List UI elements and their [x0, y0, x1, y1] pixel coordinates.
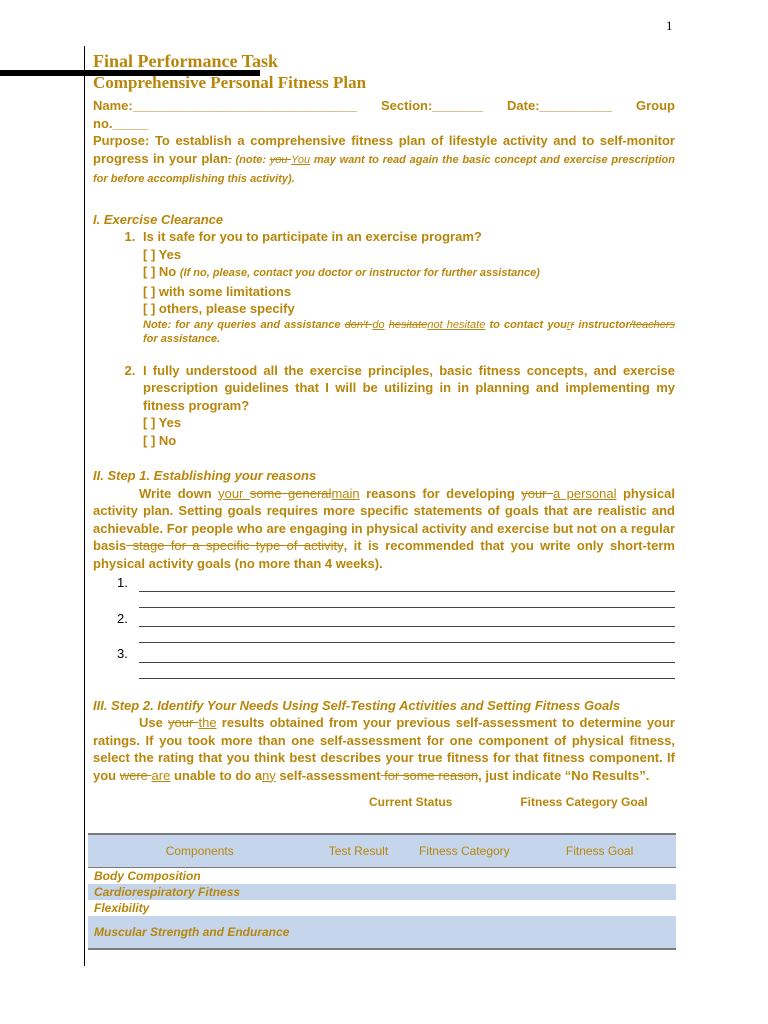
option-no[interactable]: [ ] No (If no, please, contact you doctor or instructor for further assistance)	[143, 264, 540, 279]
date-field[interactable]: Date:__________	[507, 98, 612, 113]
current-status-label: Current Status	[369, 795, 453, 809]
purpose-paragraph	[93, 132, 675, 189]
section2-heading: II. Step 1. Establishing your reasons	[93, 468, 317, 483]
reason-line-1[interactable]: 1.	[93, 574, 675, 592]
purpose-text: Purpose: To establish a comprehensive fitness plan of lifestyle activity and to self-monitor progress in your plan	[93, 133, 675, 166]
table-row	[88, 916, 676, 949]
purpose-note: (note: you You may want to read again the basic concept and exercise prescription for before accomplishing this activity).	[93, 153, 675, 185]
cell-fitness-category[interactable]	[406, 916, 524, 949]
component-muscular: Muscular Strength and Endurance	[88, 916, 311, 949]
section3-paragraph: Use your the results obtained from your previous self-assessment to determine your ratings. If you took more than one self-assessment for one component of physical fitness, select the rating that you think best describes your true fitness for that fitness component. If you were are unable to do any self-assessment for some reason, just indicate “No Results”.	[93, 715, 675, 783]
header-components: Components	[88, 834, 311, 868]
section3-heading: III. Step 2. Identify Your Needs Using Self-Testing Activities and Setting Fitness Goals	[93, 697, 621, 713]
table-row	[88, 884, 676, 900]
cell-fitness-category[interactable]	[406, 884, 524, 900]
cell-fitness-category[interactable]	[406, 900, 524, 916]
group-label: Group	[635, 98, 675, 113]
component-flexibility: Flexibility	[94, 901, 150, 915]
cell-fitness-goal[interactable]	[523, 916, 676, 949]
components-table	[88, 833, 676, 950]
category-goal-label: Fitness Category Goal	[520, 795, 648, 809]
cell-fitness-goal[interactable]	[523, 868, 676, 885]
info-fields-row	[93, 97, 675, 115]
document-title: Final Performance Task	[93, 51, 278, 71]
reason-line-3b[interactable]	[139, 663, 675, 679]
option-yes[interactable]: [ ] Yes	[143, 246, 182, 262]
section1-list	[93, 228, 675, 449]
page-number: 1	[666, 18, 673, 33]
cell-fitness-goal[interactable]	[523, 884, 676, 900]
question-1: 1. Is it safe for you to participate in an exercise program? [ ] Yes [ ] No (If no, please, contact you doctor or instructor for further assistance) [ ] with some limitations [ ] others, please specify Note: for any queries and assistance don't do hesitatenot hesitate to contact yourr instructor/teachers for assistance.	[139, 228, 675, 346]
reason-line-2[interactable]: 2.	[93, 610, 675, 628]
name-field[interactable]: Name:_______________________________	[93, 98, 357, 113]
table-group-headers	[93, 794, 675, 812]
reason-lines	[93, 574, 675, 679]
option-others[interactable]: [ ] others, please specify	[143, 301, 295, 316]
table-row	[88, 900, 676, 916]
group-field[interactable]: no._____	[93, 115, 149, 131]
header-fitness-goal: Fitness Goal	[523, 834, 676, 868]
header-test-result: Test Result	[311, 834, 405, 868]
cell-test-result[interactable]	[311, 868, 405, 885]
option-limitations[interactable]: [ ] with some limitations	[143, 283, 292, 299]
question-2: 2. I fully understood all the exercise principles, basic fitness concepts, and exercise prescription guidelines that I will be utilizing in in planning and implementing my fitness program? [ ] Yes [ ] No	[139, 362, 675, 450]
document-subtitle: Comprehensive Personal Fitness Plan	[93, 73, 367, 92]
section-field[interactable]: Section:_______	[381, 98, 483, 113]
reason-line-3[interactable]: 3.	[93, 645, 675, 663]
header-fitness-category: Fitness Category	[406, 834, 524, 868]
reason-line-1b[interactable]	[139, 592, 675, 608]
assistance-note: Note: for any queries and assistance don't do hesitatenot hesitate to contact yourr instructor/teachers for assistance.	[143, 318, 675, 345]
deleted-text: .	[228, 150, 232, 166]
cell-test-result[interactable]	[311, 916, 405, 949]
section2-paragraph: Write down your some generalmain reasons for developing your a personal physical activity plan. Setting goals requires more specific statements of goals that are realistic and achievable. For people who are engaging in physical activity and exercise but not on a regular basis stage for a specific type of activity, it is recommended that you write only short-term physical activity goals (no more than 4 weeks).	[93, 485, 675, 571]
cell-test-result[interactable]	[311, 884, 405, 900]
left-margin-rule	[84, 46, 85, 966]
component-cardio: Cardiorespiratory Fitness	[88, 884, 311, 900]
table-row	[88, 868, 676, 885]
cell-fitness-category[interactable]	[406, 868, 524, 885]
q2-option-no[interactable]: [ ] No	[143, 432, 177, 448]
component-body-composition: Body Composition	[94, 869, 201, 883]
section1-heading: I. Exercise Clearance	[93, 211, 224, 227]
q2-option-yes[interactable]: [ ] Yes	[143, 415, 182, 430]
reason-line-2b[interactable]	[139, 627, 675, 643]
cell-test-result[interactable]	[311, 900, 405, 916]
cell-fitness-goal[interactable]	[523, 900, 676, 916]
document-body	[93, 50, 675, 812]
